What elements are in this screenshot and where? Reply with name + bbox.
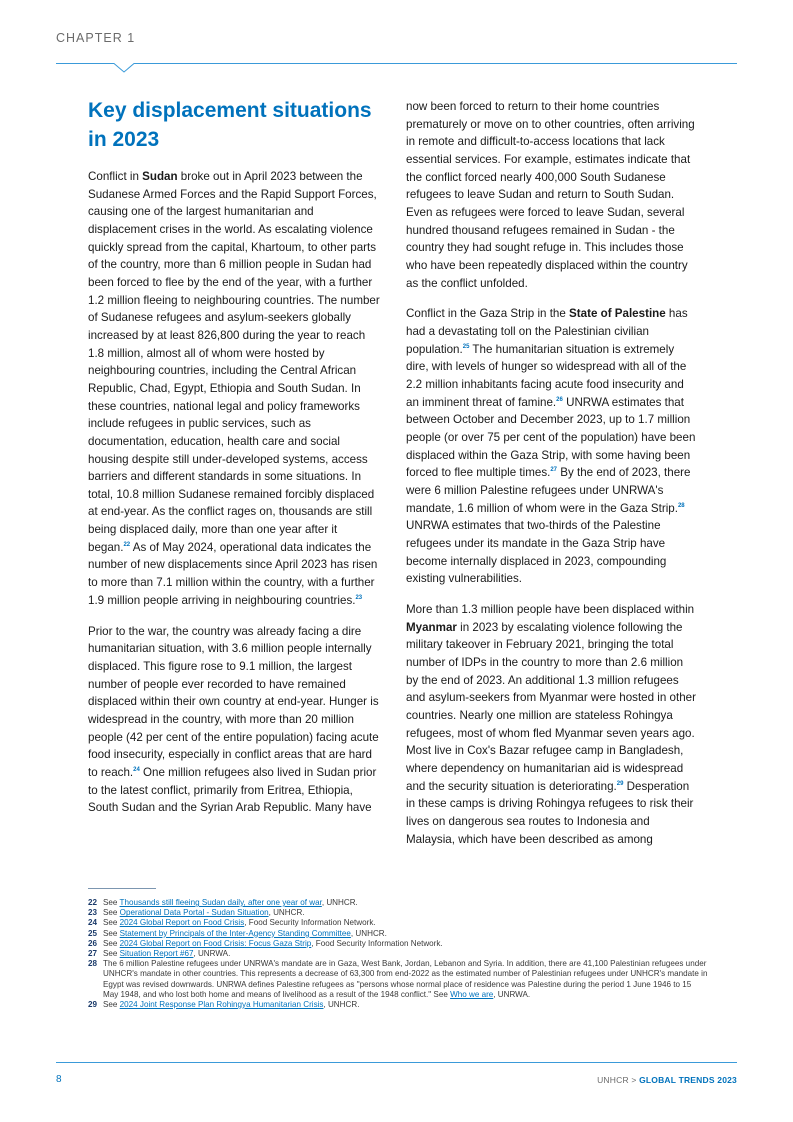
footnote-link[interactable]: Situation Report #67 [119, 949, 194, 959]
footnote-number: 25 [88, 928, 98, 938]
left-paragraphs [88, 168, 380, 817]
footnote-link[interactable]: Thousands still fleeing Sudan daily, after one year of war [119, 898, 322, 907]
footnote-number: 26 [88, 938, 98, 948]
footnote-link[interactable]: Statement by Principals of the Inter-Agency Standing Committee [119, 928, 351, 938]
footnote: 29 See 2024 Joint Response Plan Rohingya Humanitarian Crisis, UNHCR. [88, 1000, 360, 1010]
footnote-ref: 27 [550, 467, 558, 474]
footnote-number: 28 [88, 959, 98, 969]
body-paragraph: More than 1.3 million people have been displaced within Myanmar in 2023 by escalating violence following the military takeover in February 2021, bringing the total number of IDPs in the country to more than 2.6 million by the end of 2023. An additional 1.3 million refugees and asylum-seekers from Myanmar were hosted in other countries. Nearly one million are stateless Rohingya refugees, most of whom fled Myanmar seven years ago. Most live in Cox's Bazar refugee camp in Bangladesh, where dependency on humanitarian aid is widespread and the security situation is deteriorating.$^{29}$ Desperation in these camps is driving Rohingya refugees to risk their lives on dangerous sea routes to Indonesia and Malaysia, which have been described as among [406, 603, 696, 846]
footnote-link[interactable]: Operational Data Portal - Sudan Situation [119, 908, 269, 918]
footnote-link[interactable]: 2024 Global Report on Food Crisis [119, 918, 245, 928]
footnote-ref: 24 [133, 766, 140, 773]
body-paragraph: Prior to the war, the country was already facing a dire humanitarian situation, with 3.6 million people internally displaced. This figure rose to 9.1 million, the largest number of people ever recorded to have remained displaced within their own country at end-year. Hunger is widespread in the country, with more than 20 million people (42 per cent of the entire population) facing acute food insecurity, especially in conflict areas that are hard to reach.$^{24}$ One million refugees also lived in Sudan prior to the latest conflict, primarily from Eritrea, Ethiopia, South Sudan and the Syrian Arab Republic. Many have [88, 624, 379, 815]
footnote-link[interactable]: 2024 Global Report on Food Crisis: Focus Gaza Strip [119, 938, 312, 948]
body-paragraph: Conflict in Sudan broke out in April 2023 between the Sudanese Armed Forces and the Rapid Support Forces, causing one of the largest humanitarian and displacement crises in the world. As escalating violence quickly spread from the capital, Khartoum, to other parts of the country, more than 6 million people in Sudan had been forced to flee by the end of the year, with a further 1.2 million fleeing to neighbouring countries. The number of Sudanese refugees and asylum-seekers globally increased by at least 826,800 during the year to reach 1.8 million, almost all of whom were hosted by neighbouring countries, including the Central African Republic, Chad, Egypt, Ethiopia and South Sudan. In these countries, national legal and policy frameworks include refugees in public services, such as documentation, education, health care and social housing despite still under-developed systems, access barriers and different standards in some situations. In total, 10.8 million Sudanese remained forcibly displaced at end-year. As the conflict rages on, thousands are still being displaced daily, more than one year after it began.$^{22}$ As of May 2024, operational data indicates the number of new displacements since April 2023 has risen to more than 7.1 million within the country, with a further 1.9 million people arriving in neighbouring countries.$^{23}$ [88, 170, 380, 607]
bold-term: State of Palestine [569, 307, 666, 321]
footnote-number: 24 [88, 918, 98, 928]
footnote: 26 See 2024 Global Report on Food Crisis: Focus Gaza Strip, Food Security Information Network. [88, 938, 443, 948]
left-column [88, 0, 380, 830]
footnote-ref: 26 [556, 396, 563, 403]
footnote-ref: 25 [462, 343, 470, 350]
footnote-ref: 23 [355, 594, 363, 601]
bold-term: Sudan [142, 170, 178, 183]
chapter-label: CHAPTER 1 [56, 31, 136, 45]
footnote-ref: 29 [616, 780, 624, 787]
footnote-number: 22 [88, 898, 98, 907]
footnote-link[interactable]: Who we are [450, 989, 494, 999]
footnote-number: 23 [88, 908, 98, 918]
footnote-link[interactable]: 2024 Joint Response Plan Rohingya Humanitarian Crisis [119, 1000, 324, 1010]
footnotes [88, 898, 708, 1010]
body-paragraph: Conflict in the Gaza Strip in the State of Palestine has had a devastating toll on the Palestinian civilian population.$^{25}$ The humanitarian situation is extremely dire, with levels of hunger so widespread with all of the 2.2 million inhabitants facing acute food insecurity and an imminent threat of famine.$^{26}$ UNRWA estimates that between October and December 2023, up to 1.7 million people (or over 75 per cent of the population) have been displaced within the Gaza Strip, with some having been forced to flee multiple times.$^{27}$ By the end of 2023, there were 6 million Palestine refugees under UNRWA's mandate, 1.6 million of whom were in the Gaza Strip.$^{28}$ UNRWA estimates that two-thirds of the Palestine refugees under its mandate in the Gaza Strip have become internally displaced in 2023, compounding existing vulnerabilities. [406, 307, 696, 586]
page-number: 8 [56, 1074, 62, 1085]
footnote: 25 See Statement by Principals of the Inter-Agency Standing Committee, UNHCR. [88, 928, 387, 938]
section-title: Key displacement situations in 2023 [88, 99, 372, 151]
footnote: 27 See Situation Report #67, UNRWA. [88, 949, 231, 959]
body-paragraph: now been forced to return to their home countries prematurely or move on to other countries, often arriving in remote and difficult-to-access locations that lack essential services. For example, estimates indicate that the conflict forced nearly 400,000 South Sudanese refugees to leave Sudan and return to South Sudan. Even as refugees were forced to leave Sudan, several hundred thousand refugees remained in Sudan - the country they had sought refuge in. This includes those who have been repeatedly displaced within the country as the conflict unfolded. [406, 100, 695, 290]
running-title: GLOBAL TRENDS 2023 [639, 1075, 737, 1085]
right-paragraphs [406, 98, 698, 848]
footnote-ref: 22 [123, 541, 131, 548]
footnote: 23 See Operational Data Portal - Sudan Situation, UNHCR. [88, 908, 305, 918]
right-column [406, 98, 698, 861]
footnote: 22 See Thousands still fleeing Sudan daily, after one year of war, UNHCR. [88, 898, 358, 907]
footnote: 24 See 2024 Global Report on Food Crisis, Food Security Information Network. [88, 918, 376, 928]
footnote-rule [88, 888, 156, 889]
footnote-number: 27 [88, 949, 98, 959]
footnote-ref: 28 [677, 502, 685, 509]
footnote-number: 29 [88, 1000, 98, 1010]
footnote: 28 The 6 million Palestine refugees under UNRWA's mandate are in Gaza, West Bank, Jordan, Lebanon and Syria. In addition, there are 41,100 Palestinian refugees under UNHCR's mandate in other countries. This represents a decrease of 63,300 from end-2022 as the estimated number of Palestinian refugees under UNHCR's mandate in Egypt was revised downwards. UNRWA defines Palestine refugees as "persons whose normal place of residence was Palestine during the period 1 June 1946 to 15 May 1948, and who lost both home and means of livelihood as a result of the 1948 conflict." See Who we are, UNRWA. [88, 959, 708, 999]
running-footer [597, 1075, 737, 1085]
bold-term: Myanmar [406, 620, 457, 634]
footer-rule [56, 1062, 737, 1063]
running-prefix: UNHCR > [597, 1075, 640, 1085]
